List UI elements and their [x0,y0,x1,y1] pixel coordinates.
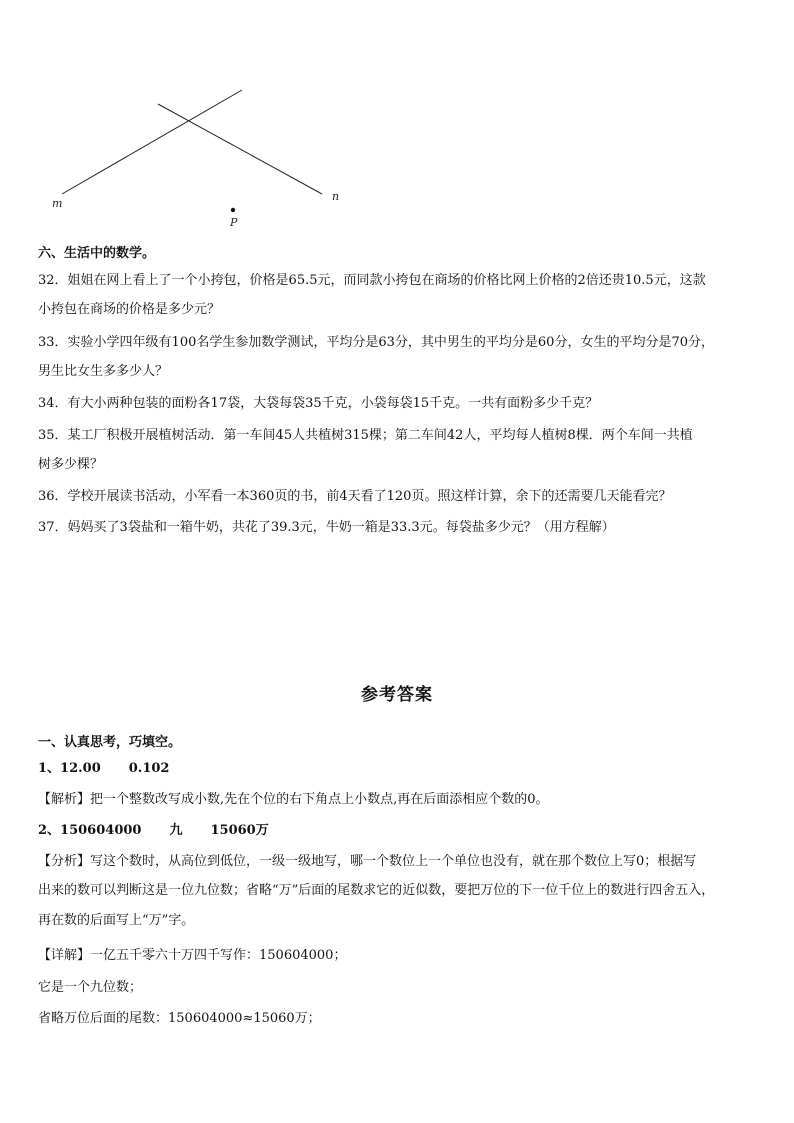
answer-1-number: 1、 [38,761,61,776]
answer-2-detail-line-1 [38,947,346,965]
label-n: n [332,190,340,203]
answer-2 [38,822,269,840]
answer-2-analysis-line-1 [38,853,696,871]
answer-key-title: 参考答案 [361,685,433,705]
section-6-heading: 六、生活中的数学。 [38,246,156,261]
question-33-line-2: 男生比女生多多少人？ [38,364,169,379]
answer-1-value-2: 0.102 [128,761,170,776]
question-35-line-1: 35．某工厂积极开展植树活动．第一车间45人共植树315棵；第二车间42人，平均每人植树8棵．两个车间一共植 [38,428,693,443]
question-37: 37．妈妈买了3袋盐和一箱牛奶，共花了39.3元，牛奶一箱是33.3元。每袋盐多少元？（用方程解） [38,520,615,535]
answer-2-detail-text-1: 一亿五千零六十万四千写作：150604000； [90,948,347,963]
answer-2-detail-tag: 【详解】 [38,948,91,963]
answer-2-value-1: 150604000 [60,823,142,838]
answer-2-analysis-tag: 【分析】 [38,854,91,869]
answer-1 [38,760,169,778]
answer-2-analysis-line-2: 出来的数可以判断这是一位九位数；省略“万”后面的尾数求它的近似数，要把万位的下一位千位上的数进行四舍五入， [38,883,715,898]
question-32-line-2: 小挎包在商场的价格是多少元？ [38,302,221,317]
answer-2-number: 2、 [38,823,61,838]
label-m: m [52,197,63,210]
answer-1-analysis-text: 把一个整数改写成小数,先在个位的右下角点上小数点,再在后面添相应个数的0。 [90,792,549,807]
label-p: P [230,216,238,229]
answer-1-analysis [38,791,549,809]
intersecting-lines-diagram [40,82,360,232]
answer-2-detail-line-2: 它是一个九位数； [38,980,143,995]
answer-1-analysis-tag: 【解析】 [38,792,91,807]
answer-2-analysis-text-1: 写这个数时，从高位到低位，一级一级地写，哪一个数位上一个单位也没有，就在那个数位上写0；根据写 [90,854,697,869]
question-36: 36．学校开展读书活动，小军看一本360页的书，前4天看了120页。照这样计算，余下的还需要几天能看完？ [38,489,672,504]
line-n [158,104,322,194]
question-33-line-1: 33．实验小学四年级有100名学生参加数学测试，平均分是63分，其中男生的平均分是60分，女生的平均分是70分， [38,335,714,350]
answer-2-detail-line-3: 省略万位后面的尾数：150604000≈15060万； [38,1011,321,1026]
line-m [62,90,242,194]
answer-2-value-2: 九 [169,823,183,838]
question-34: 34．有大小两种包装的面粉各17袋，大袋每袋35千克，小袋每袋15千克。一共有面粉多少千克？ [38,396,599,411]
answer-2-value-3: 15060万 [210,823,269,838]
question-32-line-1: 32．姐姐在网上看上了一个小挎包，价格是65.5元，而同款小挎包在商场的价格比网上价格的2倍还贵10.5元，这款 [38,273,706,288]
geometry-figure [40,82,360,232]
answer-section-1-heading: 一、认真思考，巧填空。 [38,735,182,750]
point-p [231,208,235,212]
answer-1-value-1: 12.00 [60,761,101,776]
answer-2-analysis-line-3: 再在数的后面写上“万”字。 [38,913,195,928]
question-35-line-2: 树多少棵？ [38,457,104,472]
